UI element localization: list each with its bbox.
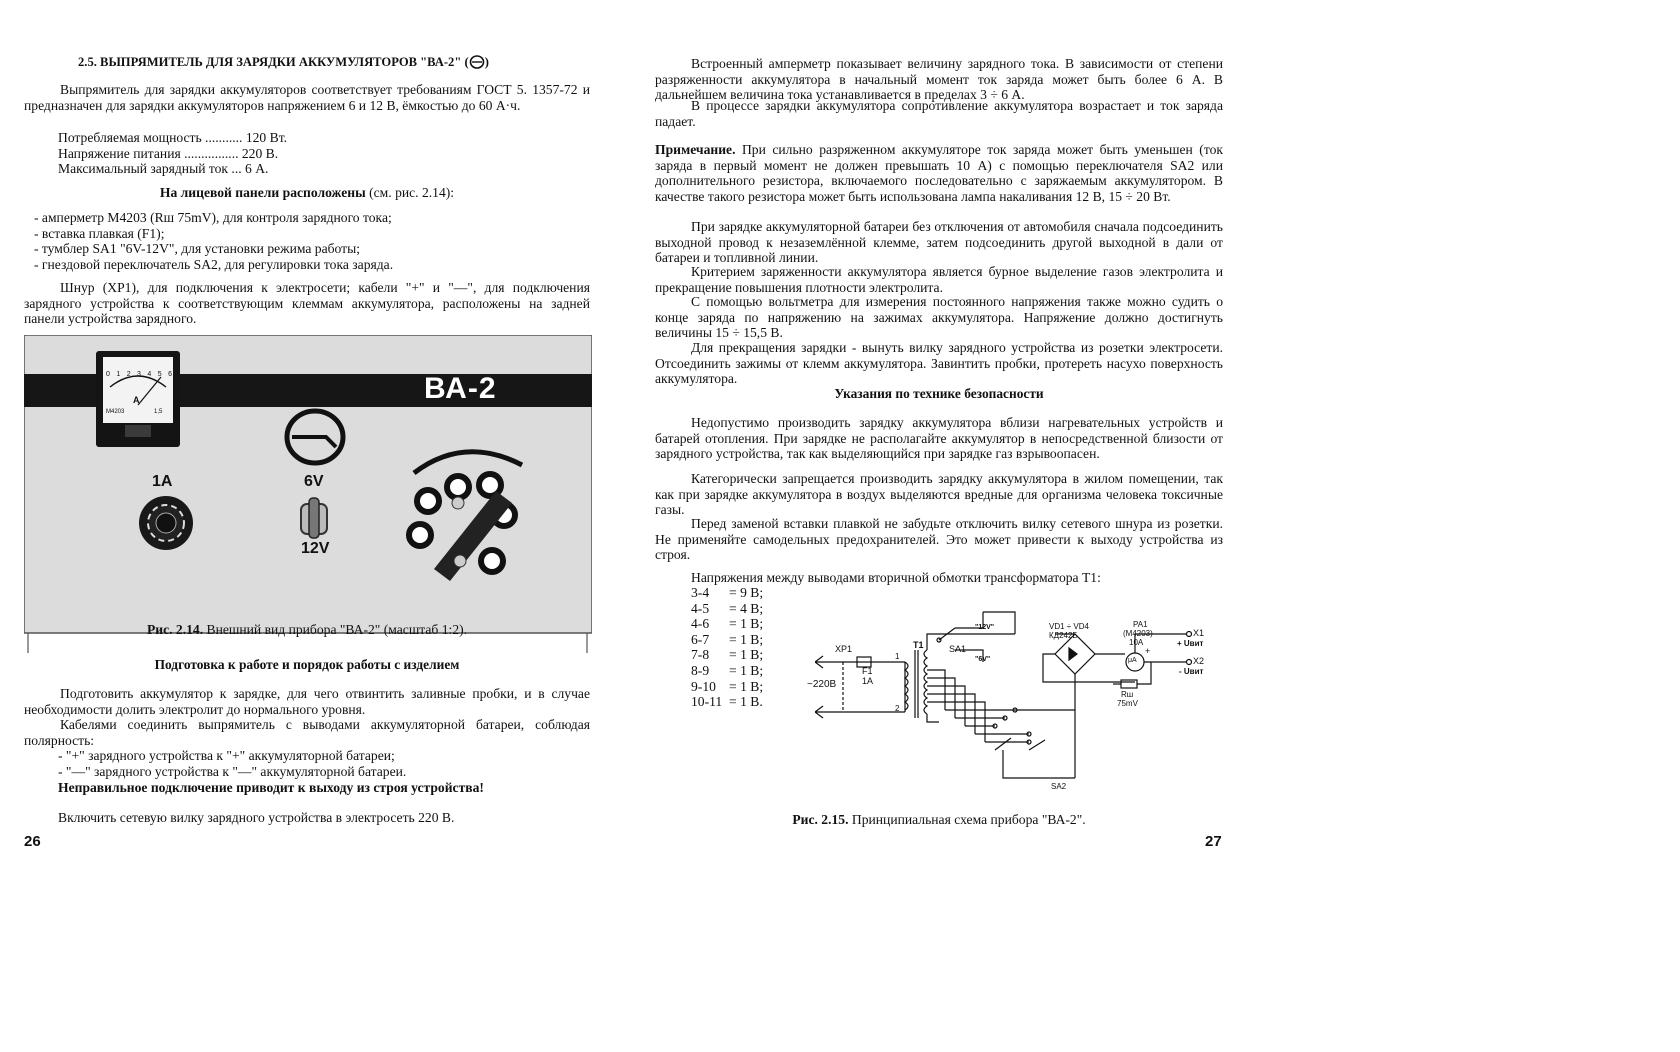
label-x1: X1 xyxy=(1193,628,1205,638)
front-panel-heading-rest: (см. рис. 2.14): xyxy=(365,185,455,200)
cord-paragraph: Шнур (XP1), для подключения к электросети; кабели "+" и "—", для подключения зарядного устройства к соответствующим клеммам аккумулятора, расположены на задней панели устройства зарядного. xyxy=(24,280,590,327)
meter-tick-label: 2 xyxy=(126,371,131,378)
fuse-label: 1А xyxy=(152,473,173,490)
right-paragraph-6: Для прекращения зарядки - вынуть вилку зарядного устройства из розетки электросети. Отсоединить зажимы от клемм аккумулятора. Завинтить пробки, протереть насухо поверхность аккумулятора. xyxy=(655,340,1223,387)
voltage-value: = 1 В; xyxy=(729,662,764,678)
spec-voltage: Напряжение питания ................ 220 В. xyxy=(58,145,279,161)
section-title-end: ) xyxy=(484,55,489,69)
label-shunt-rating: 75mV xyxy=(1117,699,1138,708)
label-sa2: SA2 xyxy=(1051,782,1067,791)
voltage-pins: 3-4 xyxy=(691,585,710,600)
meter-unit: A xyxy=(133,395,140,405)
voltage-pins: 4-5 xyxy=(691,600,710,616)
prep-paragraph-2: Кабелями соединить выпрямитель с выводами аккумуляторной батареи, соблюдая полярность: xyxy=(24,717,590,748)
voltage-value: = 1 В; xyxy=(729,678,764,694)
label-u-plus: + Uвит xyxy=(1177,639,1204,648)
voltage-row xyxy=(691,585,763,601)
polarity-list xyxy=(58,748,590,779)
meter-tick-label: 4 xyxy=(147,371,152,378)
front-panel-item: - тумблер SA1 "6V-12V", для установки режима работы; xyxy=(34,241,361,257)
safety-paragraph-1: Недопустимо производить зарядку аккумулятора вблизи нагревательных устройств и батарей отопления. При зарядке не располагайте аккумулятор в непосредственной близости от зарядного устройства, так как выделяющийся при зарядке газ взрывоопасен. xyxy=(655,415,1223,462)
voltage-value: = 1 В. xyxy=(729,694,763,710)
label-u-minus: - Uвит xyxy=(1179,667,1204,676)
page-number-left: 26 xyxy=(24,833,41,850)
label-sa1: SA1 xyxy=(949,644,967,654)
label-bridge: VD1 ÷ VD4 xyxy=(1049,622,1089,631)
meter-scale xyxy=(106,371,172,378)
meter-tick-label: 0 xyxy=(106,371,110,378)
label-xp1: XP1 xyxy=(835,644,853,654)
safety-heading: Указания по технике безопасности xyxy=(834,386,1044,401)
meter-tick-label: 1 xyxy=(116,371,121,378)
label-6v: "6V" xyxy=(975,656,991,663)
voltage-pins: 4-6 xyxy=(691,616,710,632)
voltage-value: = 4 В; xyxy=(729,600,764,616)
front-panel-item: - гнездовой переключатель SA2, для регулировки тока заряда. xyxy=(34,256,394,272)
gost-mark-icon xyxy=(469,55,485,69)
current-selector-icon xyxy=(404,443,534,583)
label-bridge-part: КД242Б xyxy=(1049,631,1078,640)
device-brand: ВА-2 xyxy=(424,372,497,405)
label-shunt: Rш xyxy=(1121,690,1134,699)
label-pa1-model: (М4203) xyxy=(1123,629,1153,638)
caption-bold: Рис. 2.14. xyxy=(146,622,204,637)
prep-heading: Подготовка к работе и порядок работы с изделием xyxy=(154,657,460,672)
voltage-row xyxy=(691,632,763,648)
voltages-table xyxy=(691,585,763,710)
polarity-item: - "+" зарядного устройства к "+" аккумуляторной батареи; xyxy=(58,748,395,763)
right-paragraph-5: С помощью вольтметра для измерения постоянного напряжения также можно судить о конце заряда по напряжению на зажимах аккумулятора. Напряжение должно достигнуть величины 15 ÷ 15,5 В. xyxy=(655,294,1223,341)
toggle-switch-icon xyxy=(297,496,331,542)
voltage-value: = 1 В; xyxy=(729,647,764,663)
safety-paragraph-3: Перед заменой вставки плавкой не забудьте отключить вилку сетевого шнура из розетки. Не применяйте самодельных предохранителей. Это может привести к выходу устройства из строя. xyxy=(655,516,1223,563)
label-f1: F1 xyxy=(862,666,873,676)
section-title-text: 2.5. ВЫПРЯМИТЕЛЬ ДЛЯ ЗАРЯДКИ АККУМУЛЯТОРОВ "ВА-2" ( xyxy=(78,55,469,69)
voltage-value: = 9 В; xyxy=(729,585,764,600)
plug-in-text: Включить сетевую вилку зарядного устройства в электросеть 220 В. xyxy=(58,810,455,825)
caption-bold: Рис. 2.15. xyxy=(792,812,849,827)
front-panel-list xyxy=(34,210,590,272)
prep-paragraph-1: Подготовить аккумулятор к зарядке, для чего отвинтить заливные пробки, и в случае необходимости долить электролит до нормального уровня. xyxy=(24,686,590,717)
voltage-pins: 7-8 xyxy=(691,647,710,663)
brand-logo-icon xyxy=(282,407,348,467)
specs-list xyxy=(58,130,287,177)
spec-current: Максимальный зарядный ток ... 6 А. xyxy=(58,161,269,177)
caption-rest: Принципиальная схема прибора "ВА-2". xyxy=(848,812,1086,827)
right-paragraph-2: В процессе зарядки аккумулятора сопротивление аккумулятора возрастает и ток заряда падает. xyxy=(655,98,1223,129)
meter-model: М4203 xyxy=(106,409,125,415)
label-f1-rating: 1А xyxy=(862,676,874,686)
figure-2-15-caption xyxy=(655,812,1223,828)
caption-rest: Внешний вид прибора "ВА-2" (масштаб 1:2). xyxy=(203,622,468,637)
spec-power: Потребляемая мощность ........... 120 Вт. xyxy=(58,130,288,145)
label-12v: "12V" xyxy=(975,624,995,631)
label-mains: ~220В xyxy=(807,679,837,690)
note-text: При сильно разряженном аккумуляторе ток заряда может быть уменьшен (ток заряда в первый момент не должен превышать 10 А) с помощью переключателя SA2 или дополнительного резистора, включаемого последовательно с заряжаемым аккумулятором. В качестве такого резистора может быть использована лампа накаливания 12 В, 15 ÷ 20 Вт. xyxy=(655,142,1223,204)
voltage-value: = 1 В; xyxy=(729,616,764,632)
intro-paragraph: Выпрямитель для зарядки аккумуляторов соответствует требованиям ГОСТ 5. 1357-72 и предназначен для зарядки аккумуляторов напряжением 6 и 12 В, ёмкостью до 60 А·ч. xyxy=(24,82,590,113)
meter-symbol-icon: μA xyxy=(1128,657,1137,664)
voltage-row xyxy=(691,679,763,695)
page-number-right: 27 xyxy=(1205,833,1222,850)
note-label: Примечание. xyxy=(655,142,736,157)
safety-paragraph-2: Категорически запрещается производить зарядку аккумулятора в жилом помещении, так как при зарядке аккумулятора в воздух выделяются вредные для организма человека токсичные газы. xyxy=(655,471,1223,518)
label-pa1-range: 10А xyxy=(1129,638,1144,647)
front-panel-heading-bold: На лицевой панели расположены xyxy=(159,185,366,200)
label-pa1: PA1 xyxy=(1133,620,1148,629)
right-paragraph-4: Критерием заряженности аккумулятора является бурное выделение газов электролита и прекращение повышения плотности электролита. xyxy=(655,264,1223,295)
label-pin-1: 1 xyxy=(895,652,900,661)
figure-2-14-caption xyxy=(24,622,590,638)
voltage-row xyxy=(691,616,763,632)
voltage-row xyxy=(691,647,763,663)
voltage-pins: 8-9 xyxy=(691,662,710,678)
note-paragraph xyxy=(655,142,1223,204)
front-panel-heading xyxy=(24,185,590,201)
voltage-row xyxy=(691,601,763,617)
voltage-row xyxy=(691,694,763,710)
polarity-item: - "—" зарядного устройства к "—" аккумуляторной батареи. xyxy=(58,763,407,779)
meter-class: 1,5 xyxy=(154,409,163,415)
front-panel-item: - вставка плавкая (F1); xyxy=(34,225,165,241)
label-x2: X2 xyxy=(1193,656,1205,666)
voltages-heading: Напряжения между выводами вторичной обмотки трансформатора Т1: xyxy=(691,570,1101,585)
toggle-bottom-label: 12V xyxy=(301,540,330,557)
voltage-pins: 10-11 xyxy=(691,694,723,710)
device-front-figure xyxy=(24,335,592,653)
fuse-holder-icon xyxy=(136,493,196,553)
voltage-pins: 6-7 xyxy=(691,631,710,647)
label-pin-2: 2 xyxy=(895,704,900,713)
meter-tick-label: 3 xyxy=(137,371,141,378)
label-plus: + xyxy=(1145,646,1151,656)
voltage-row xyxy=(691,663,763,679)
warning-text: Неправильное подключение приводит к выходу из строя устройства! xyxy=(58,780,484,795)
meter-tick-label: 5 xyxy=(157,371,162,378)
label-t1: T1 xyxy=(913,640,924,650)
front-panel-item: - амперметр М4203 (Rш 75mV), для контроля зарядного тока; xyxy=(34,210,392,225)
voltage-pins: 9-10 xyxy=(691,678,716,694)
voltage-value: = 1 В; xyxy=(729,631,764,647)
section-title xyxy=(78,55,598,70)
meter-tick-label: 6 xyxy=(168,371,172,378)
toggle-top-label: 6V xyxy=(304,473,324,490)
right-paragraph-3: При зарядке аккумуляторной батареи без отключения от автомобиля сначала подсоединить выходной провод к незаземлённой клемме, затем подсоединить другой выходной в дали от батареи и топливной линии. xyxy=(655,219,1223,266)
right-paragraph-1: Встроенный амперметр показывает величину зарядного тока. В зависимости от степени разряженности аккумулятора в начальный момент ток заряда может быть более 6 А. В дальнейшем величина тока устанавливается в пределах 3 ÷ 6 А. xyxy=(655,56,1223,103)
